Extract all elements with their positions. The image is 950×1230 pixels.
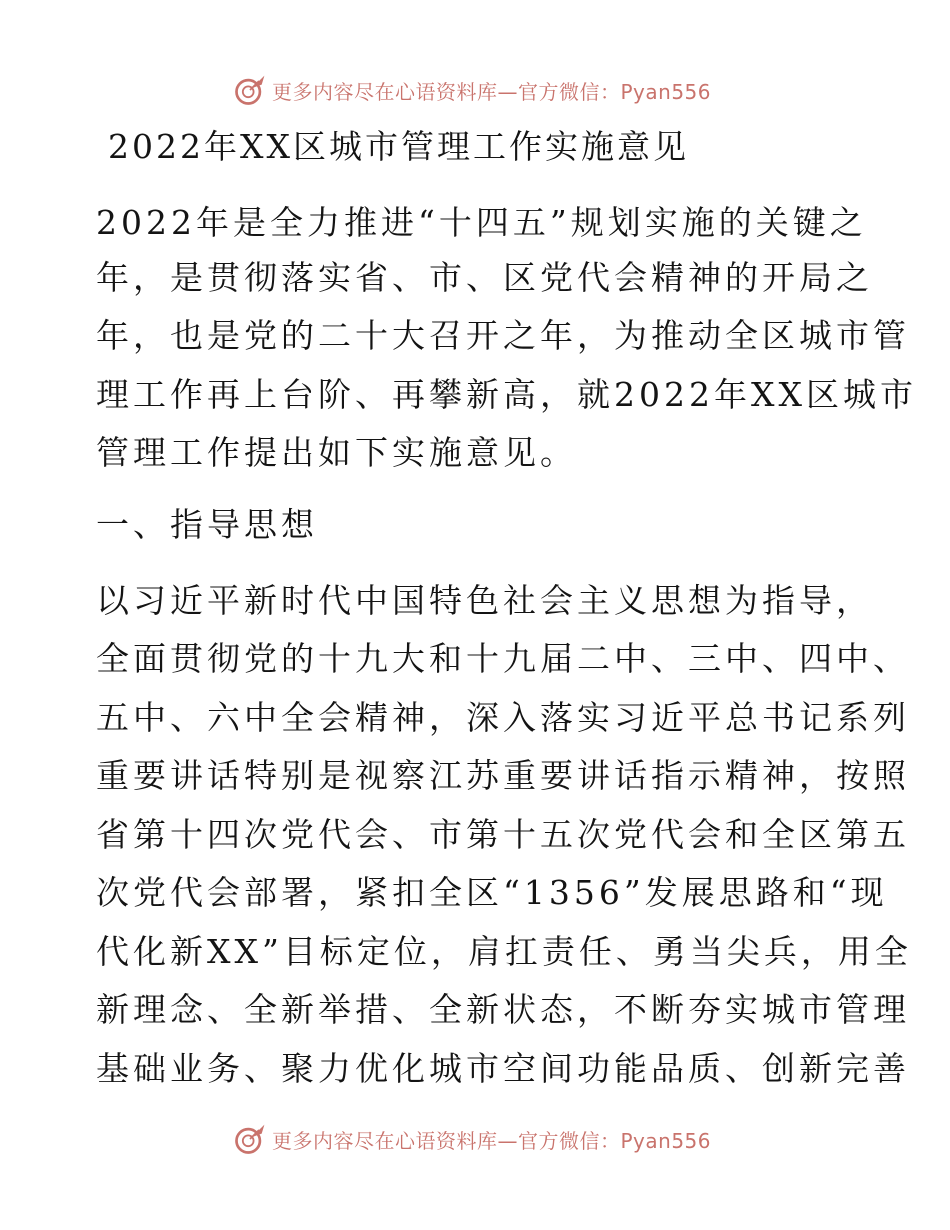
body-line: 年，是贯彻落实省、市、区党代会精神的开局之: [96, 258, 873, 297]
body-line: 重要讲话特别是视察江苏重要讲话指示精神，按照: [96, 756, 910, 795]
body-line: 年，也是党的二十大召开之年，为推动全区城市管: [96, 316, 910, 355]
section-heading: 一、指导思想: [96, 505, 318, 544]
document-title: 2022年XX区城市管理工作实施意见: [108, 127, 689, 166]
quill-logo-icon: [232, 72, 268, 108]
body-line: 省第十四次党代会、市第十五次党代会和全区第五: [96, 815, 910, 854]
body-line: 管理工作提出如下实施意见。: [96, 433, 577, 472]
watermark-footer: [232, 1119, 752, 1159]
watermark-text: 更多内容尽在心语资料库—官方微信：Pyan556: [272, 1128, 712, 1153]
quill-logo-icon: [232, 1121, 268, 1157]
body-line: 2022年是全力推进“十四五”规划实施的关键之: [96, 203, 867, 242]
watermark-text: 更多内容尽在心语资料库—官方微信：Pyan556: [272, 79, 712, 104]
body-line: 代化新XX”目标定位，肩扛责任、勇当尖兵，用全: [96, 932, 912, 971]
body-line: 次党代会部署，紧扣全区“1356”发展思路和“现: [96, 873, 888, 912]
body-line: 以习近平新时代中国特色社会主义思想为指导，: [96, 581, 873, 620]
body-line: 全面贯彻党的十九大和十九届二中、三中、四中、: [96, 639, 910, 678]
body-line: 五中、六中全会精神，深入落实习近平总书记系列: [96, 698, 910, 737]
body-line: 新理念、全新举措、全新状态，不断夯实城市管理: [96, 990, 910, 1029]
watermark-header: [232, 70, 752, 110]
body-line: 理工作再上台阶、再攀新高，就2022年XX区城市: [96, 375, 917, 414]
body-line: 基础业务、聚力优化城市空间功能品质、创新完善: [96, 1049, 910, 1088]
